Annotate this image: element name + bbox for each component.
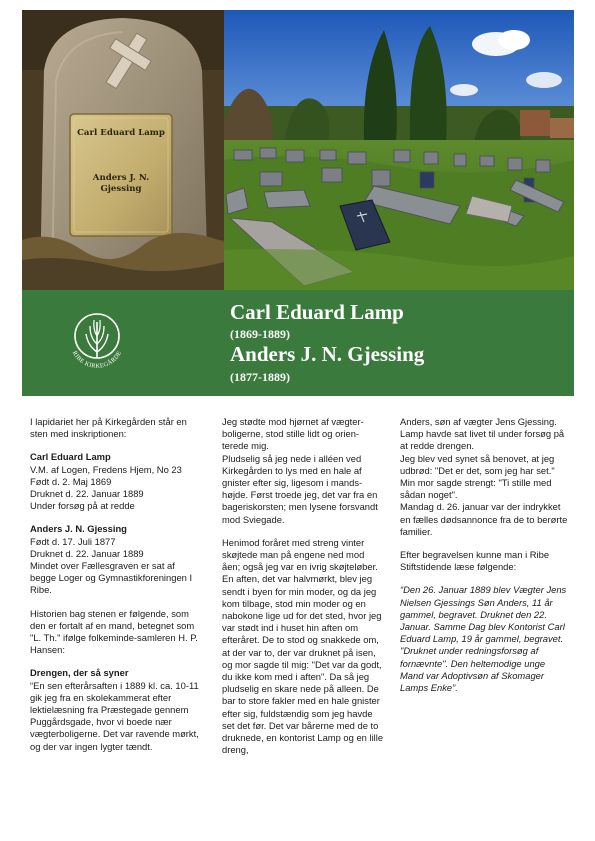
col3-paragraph-5: Efter begravelsen kunne man i Ribe Stiftstidende læse følgende: (400, 549, 550, 573)
history-paragraph: Historien bag stenen er følgende, som den er fortalt af en mand, betegnet som "L. Th." ifølge folkeminde-samleren H. P. Hansen: (30, 607, 198, 656)
stone-inscription (74, 128, 168, 195)
col3-paragraph-4: Mandag d. 26. januar var der indrykket en fælles dødsannonce fra de to berørte familier. (400, 501, 568, 537)
banner-years-carl: (1869-1889) (230, 327, 290, 341)
anders-line: Druknet d. 22. Januar 1889 (30, 547, 144, 559)
article-column-1 (30, 416, 200, 753)
cemetery-photo (224, 10, 574, 290)
carl-heading: Carl Eduard Lamp (30, 451, 111, 463)
title-banner (22, 290, 574, 396)
stone-name-anders: Anders J. N. Gjessing (92, 173, 150, 195)
article-column-2 (222, 416, 384, 756)
anders-line: Født d. 17. Juli 1877 (30, 535, 116, 547)
banner-name-anders: Anders J. N. Gjessing (230, 342, 425, 366)
carl-line: Under forsøg på at redde (30, 500, 135, 512)
col2-paragraph-2: Pludselig så jeg nede i alléen ved Kirkegården to lys med en hale af gnister efter sig, ligesom i mands-højde. Først troede jeg, det var fra en bageriskorsten; men lysene forsvandt mod Sviegade. (222, 452, 378, 525)
carl-line: V.M. af Logen, Fredens Hjem, No 23 (30, 463, 182, 475)
col3-paragraph-3: Min mor sagde strengt: "Ti stille med sådan noget". (400, 477, 552, 501)
carl-line: Født d. 2. Maj 1869 (30, 475, 112, 487)
gravestone-photo (22, 10, 224, 290)
newspaper-quote: “Den 26. Januar 1889 blev Vægter Jens Nielsen Gjessings Søn Anders, 11 år gammel, begravet. Druknet den 22. Januar. Samme Dag blev Kontorist Carl Eduard Lamp, 19 år gammel, begravet. "Druknet under redningsforsøg af fornævnte". Den heltemodige unge Mand var Adoptivsøn af Skomager Lamps Enke”. (400, 584, 567, 694)
anders-line: Mindet over Fællesgraven er sat af begge Loger og Gymnastikforeningen I Ribe. (30, 560, 193, 596)
stone-name-carl: Carl Eduard Lamp (77, 128, 165, 138)
section-heading: Drengen, der så syner (30, 667, 129, 679)
carl-line: Druknet d. 22. Januar 1889 (30, 488, 144, 500)
article-column-3 (400, 416, 570, 694)
header-photos (22, 10, 574, 290)
ribe-kirkegaarde-logo (62, 302, 132, 378)
col3-paragraph-1: Anders, søn af vægter Jens Gjessing. Lamp havde sat livet til under forsøg på at redde drengen. (400, 416, 565, 452)
cemetery-illustration (224, 10, 574, 290)
anders-heading: Anders J. N. Gjessing (30, 523, 127, 535)
col3-paragraph-2: Jeg blev ved synet så benovet, at jeg udbrød: "Det er det, som jeg har set." (400, 452, 555, 476)
col2-paragraph-1: Jeg stødte mod hjørnet af vægter-boligerne, stod stille lidt og orien-terede mig. (222, 416, 364, 452)
banner-years-anders: (1877-1889) (230, 370, 290, 384)
section-paragraph: “En sen efterårsaften i 1889 kl. ca. 10-11 gik jeg fra en skolekammerat efter lektielæsning fra Præstegade gennem Puggårdsgade, hvor vi boede nær vægterboligerne. Det var ravende mørkt, og der var ingen lygter tændt. (30, 679, 199, 752)
banner-name-carl: Carl Eduard Lamp (230, 300, 404, 324)
intro-paragraph: I lapidariet her på Kirkegården står en sten med inskriptionen: (30, 416, 187, 440)
logo-text: RIBE KIRKEGÅRDE (70, 349, 124, 370)
col2-paragraph-3: Henimod foråret med streng vinter skøjtede man på engene ned mod åen; også jeg var en ivrig skøjteløber. En aften, det var halvmørkt, blev jeg sendt i byen for min moder, og da jeg kom tilbage, stod min moder og en nabokone lige ud for det sted, hvor jeg var stødt ind i huset hin aften om efteråret. De to stod og snakkede om, at der var to, der var druknet på isen, og mor sagde til mig: "Det var da godt, du ikke kom med i aften". Da så jeg pludselig en skare nede på alleen. De bar to store fakler med en hale gnister efter sig, fuldstændig som jeg havde set det før. Det var bårerne med de to druknede, en kontorist Lamp og en lille dreng, (222, 536, 384, 756)
